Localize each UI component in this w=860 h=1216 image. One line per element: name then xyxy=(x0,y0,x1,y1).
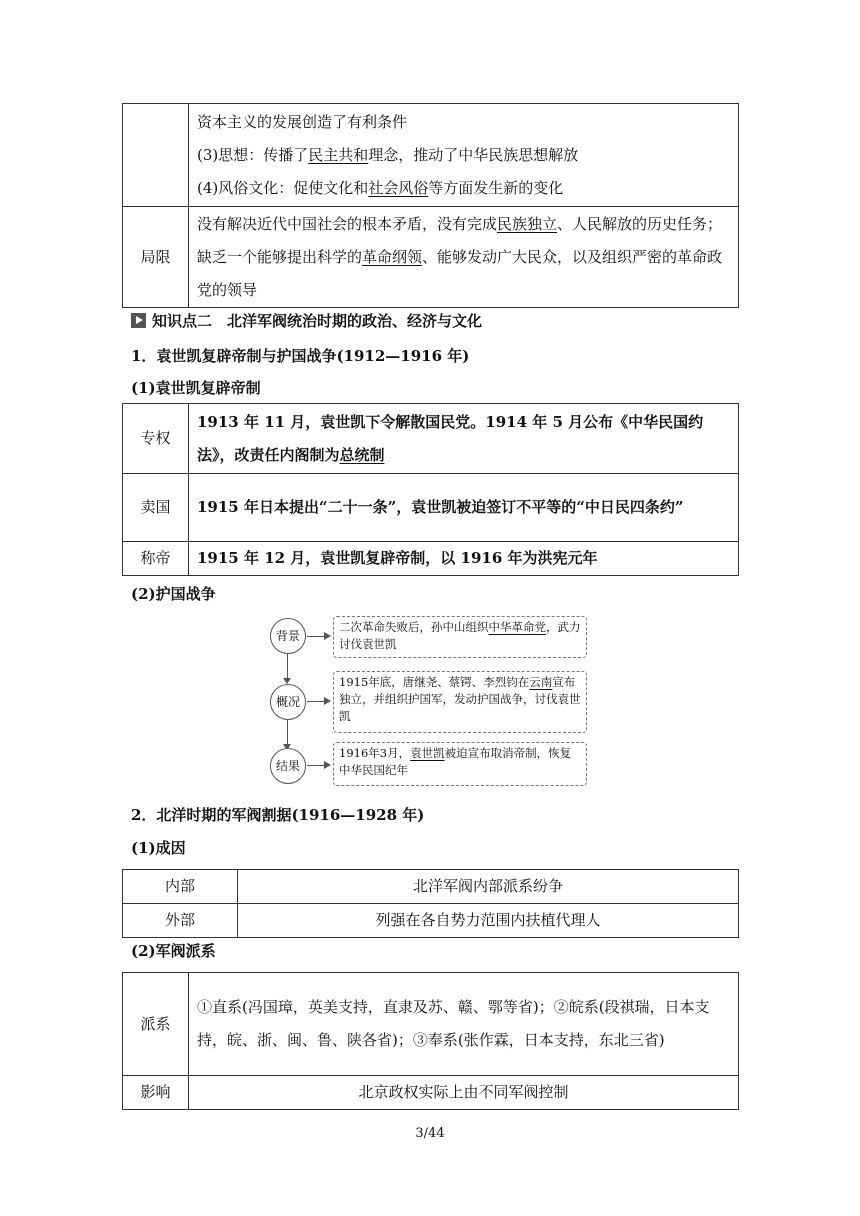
table-row xyxy=(123,404,739,474)
arrow-right-icon xyxy=(324,632,331,640)
table-row xyxy=(123,104,739,207)
dashed-box-overview: 1915年底，唐继尧、蔡锷、李烈钧在云南宣布独立，并组织护国军，发动护国战争，讨伐袁世凯 xyxy=(333,671,587,733)
table-row xyxy=(123,474,739,542)
underlined-term: 袁世凯 xyxy=(410,746,445,760)
node-result: 结果 xyxy=(270,748,306,784)
subheading: 2．北洋时期的军阀割据(1916—1928 年) xyxy=(131,806,425,824)
national-protection-war-diagram xyxy=(266,612,596,792)
subheading: (1)成因 xyxy=(131,839,186,857)
dashed-box-result: 1916年3月，袁世凯被迫宣布取消帝制，恢复中华民国纪年 xyxy=(333,742,587,786)
row-content: ①直系(冯国璋，英美支持，直隶及苏、赣、鄂等省)；②皖系(段祺瑞，日本支持，皖、浙、闽、鲁、陕各省)；③奉系(张作霖，日本支持，东北三省) xyxy=(189,973,739,1076)
row-label-empty xyxy=(123,104,189,207)
row-content: 1915 年日本提出“二十一条”，袁世凯被迫签订不平等的“中日民四条约” xyxy=(189,474,739,542)
row-content: 北洋军阀内部派系纷争 xyxy=(238,870,739,904)
achievements-limitations-table xyxy=(122,103,739,308)
row-content: 列强在各自势力范围内扶植代理人 xyxy=(238,904,739,938)
row-label: 内部 xyxy=(123,870,238,904)
underlined-term: 中华革命党 xyxy=(488,620,546,634)
causes-table xyxy=(122,869,739,938)
underlined-term: 总统制 xyxy=(339,445,385,464)
table-row xyxy=(123,904,739,938)
underlined-term: 社会风俗 xyxy=(368,178,429,197)
subheading: (2)军阀派系 xyxy=(131,942,216,960)
row-label: 专权 xyxy=(123,404,189,474)
play-triangle-icon xyxy=(131,313,146,328)
table-row xyxy=(123,542,739,576)
arrow-right-icon xyxy=(324,697,331,705)
subheading: (1)袁世凯复辟帝制 xyxy=(131,379,261,397)
row-label: 称帝 xyxy=(123,542,189,576)
underlined-term: 民族独立 xyxy=(497,214,558,233)
row-label: 影响 xyxy=(123,1076,189,1110)
subheading: 1．袁世凯复辟帝制与护国战争(1912—1916 年) xyxy=(131,347,470,365)
row-label: 派系 xyxy=(123,973,189,1076)
limitations-cell: 没有解决近代中国社会的根本矛盾，没有完成民族独立、人民解放的历史任务；缺乏一个能够提出科学的革命纲领、能够发动广大民众，以及组织严密的革命政党的领导 xyxy=(189,207,739,308)
significance-cell xyxy=(189,104,739,207)
underlined-term: 革命纲领 xyxy=(362,247,423,266)
dashed-box-background: 二次革命失败后，孙中山组织中华革命党，武力讨伐袁世凯 xyxy=(333,616,587,658)
text-line: (4)风俗文化：促使文化和社会风俗等方面发生新的变化 xyxy=(197,178,564,197)
row-label: 局限 xyxy=(123,207,189,308)
row-content: 北京政权实际上由不同军阀控制 xyxy=(189,1076,739,1110)
arrow-right-icon xyxy=(324,761,331,769)
text-line: 资本主义的发展创造了有利条件 xyxy=(197,112,408,131)
row-label: 卖国 xyxy=(123,474,189,542)
warlord-factions-table xyxy=(122,972,739,1110)
row-label: 外部 xyxy=(123,904,238,938)
table-row xyxy=(123,870,739,904)
underlined-term: 民主共和 xyxy=(308,145,369,164)
table-row xyxy=(123,973,739,1076)
text-line: (3)思想：传播了民主共和理念，推动了中华民族思想解放 xyxy=(197,145,579,164)
table-row xyxy=(123,207,739,308)
underlined-term: 云南 xyxy=(529,675,553,689)
subheading: (2)护国战争 xyxy=(131,585,216,603)
row-content: 1915 年 12 月，袁世凯复辟帝制，以 1916 年为洪宪元年 xyxy=(189,542,739,576)
connector-line xyxy=(287,652,288,680)
row-content: 1913 年 11 月，袁世凯下令解散国民党。1914 年 5 月公布《中华民国约法》，改责任内阁制为总统制 xyxy=(189,404,739,474)
node-background: 背景 xyxy=(270,618,306,654)
connector-line xyxy=(287,718,288,746)
node-overview: 概况 xyxy=(270,684,306,720)
section-heading: 知识点二 北洋军阀统治时期的政治、经济与文化 xyxy=(131,310,482,332)
page-number: 3/44 xyxy=(415,1126,445,1141)
table-row xyxy=(123,1076,739,1110)
yuan-shikai-table xyxy=(122,403,739,576)
